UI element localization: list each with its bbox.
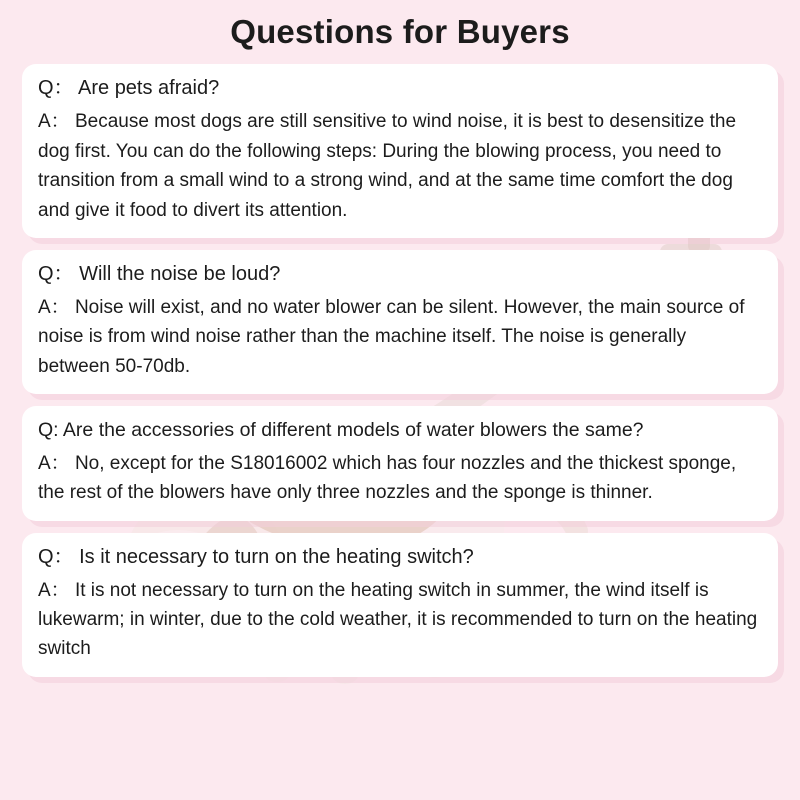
page-title: Questions for Buyers (230, 13, 570, 50)
faq-question: Q： Are pets afraid? (38, 77, 220, 100)
faq-item (22, 533, 778, 677)
faq-item (22, 64, 778, 238)
faq-question: Q： Will the noise be loud? (38, 263, 281, 286)
faq-question: Q： Is it necessary to turn on the heating switch? (38, 545, 474, 568)
faq-question: Q: Are the accessories of different models of water blowers the same? (38, 419, 644, 442)
faq-list (22, 64, 778, 677)
faq-answer: A： Noise will exist, and no water blower can be silent. However, the main source of noise is from wind noise rather than the machine itself. The noise is generally between 50-70db. (38, 297, 745, 377)
faq-answer: A： It is not necessary to turn on the heating switch in summer, the wind itself is lukewarm; in winter, due to the cold weather, it is recommended to turn on the heating switch (38, 579, 758, 660)
faq-answer: A： Because most dogs are still sensitive to wind noise, it is best to desensitize the dog first. You can do the following steps: During the blowing process, you need to transition from a small wind to a strong wind, and at the same time comfort the dog and give it food to divert its attention. (38, 111, 737, 221)
faq-item (22, 250, 778, 394)
faq-answer: A： No, except for the S18016002 which has four nozzles and the thickest sponge, the rest of the blowers have only three nozzles and the sponge is thinner. (38, 452, 737, 504)
faq-item (22, 406, 778, 520)
